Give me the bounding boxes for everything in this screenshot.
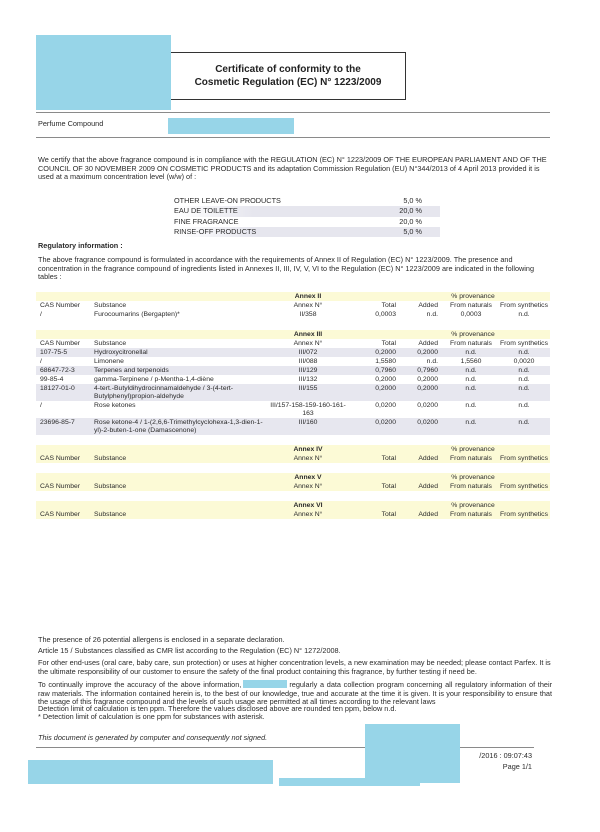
cell: n.d. [518,402,530,409]
column-header-row [36,482,550,491]
cell: n.d. [518,311,530,318]
spacer [348,292,396,301]
cell: 0,2000 [417,385,438,392]
column-header-annex_no: Annex N° [293,483,323,490]
cell: 107-75-5 [40,349,68,356]
cell: n.d. [518,385,530,392]
spacer [36,292,94,301]
cell: Rose ketone-4 / 1-(2,6,6-Trimethylcyclohexa-1,3-dien-1-yl)-2-buten-1-one (Damascenone) [94,419,263,434]
annex-title-row [36,292,550,301]
column-header-total: Total [381,302,396,309]
table-row [36,357,550,366]
cell: Rose ketones [94,402,136,409]
title-line-1: Certificate of conformity to the [215,64,361,75]
cell: 0,0003 [460,311,482,318]
column-header-cas: CAS Number [40,302,81,309]
annex-name: Annex IV [293,446,323,453]
cell: 0,0200 [417,419,438,426]
column-header-naturals: From naturals [450,340,492,347]
cell: 23696-85-7 [40,419,75,426]
annex-tables [36,292,550,529]
cell: III/132 [298,376,318,383]
cell: III/072 [298,349,318,356]
cell: n.d. [518,367,530,374]
detection-note: Detection limit of calculation is ten ppm. Therefore the values disclosed above are rounded ten ppm, below n.d. [38,704,397,713]
cell: n.d. [465,419,477,426]
cell: 68647-72-3 [40,367,75,374]
provenance-label: % provenance [451,502,495,509]
provenance-label: % provenance [451,293,495,300]
print-datetime: /2016 : 09:07:43 [479,751,532,760]
spacer [94,501,268,510]
cell: n.d. [465,349,477,356]
column-header-naturals: From naturals [450,455,492,462]
cell: 0,7960 [375,367,396,374]
cell: III/157-158-159-160-161-163 [270,402,346,417]
concentration-list [174,196,440,237]
column-header-naturals: From naturals [450,302,492,309]
regulatory-text: The above fragrance compound is formulated in accordance with the requirements of Annex II of Regulation (EC) N° 1223/2009. The presence and concentration in the fragrance compound of ingredients listed in Annexes II, III, IV, V, VI to the Regulation (EC) N° 1223/2009 are indicated in the following tables : [38,255,535,282]
cell: n.d. [518,419,530,426]
column-header-substance: Substance [94,483,127,490]
column-header-added: Added [418,511,438,518]
generated-note: This document is generated by computer and consequently not signed. [38,733,268,742]
column-header-naturals: From naturals [450,483,492,490]
annex-title-row [36,473,550,482]
asterisk-note: * Detection limit of calculation is one ppm for substances with asterisk. [38,712,265,721]
table-row [36,310,550,319]
cell: n.d. [426,311,438,318]
cell: 4-tert.-Butyldihydrocinnamaldehyde / 3-(4-tert-Butylphenyl)propion-aldehyde [94,385,234,400]
cell: 0,0200 [417,402,438,409]
spacer [94,445,268,454]
cell: 0,2000 [375,385,396,392]
column-header-row [36,339,550,348]
annex-name: Annex III [293,331,323,338]
spacer [36,473,94,482]
column-header-cas: CAS Number [40,340,81,347]
cell: III/088 [298,358,318,365]
improve-text-a: To continually improve the accuracy of the above information, [38,680,242,689]
annex-title-row [36,501,550,510]
cell: 0,0020 [513,358,535,365]
provenance-label: % provenance [451,331,495,338]
redacted-logo [36,35,171,110]
page-title [171,52,406,100]
column-header-synthetics: From synthetics [500,340,548,347]
annex-name: Annex II [294,293,322,300]
concentration-row [174,227,440,237]
cell: n.d. [426,358,438,365]
spacer [36,330,94,339]
cell: 0,7960 [417,367,438,374]
concentration-label: EAU DE TOILETTE [174,206,238,216]
cell: 0,2000 [375,349,396,356]
column-header-total: Total [381,455,396,462]
column-header-synthetics: From synthetics [500,483,548,490]
spacer [348,330,396,339]
column-header-row [36,454,550,463]
allergens-note: The presence of 26 potential allergens is enclosed in a separate declaration. [38,635,285,644]
cell: n.d. [465,385,477,392]
concentration-row [174,206,440,216]
column-header-substance: Substance [94,511,127,518]
column-header-annex_no: Annex N° [293,455,323,462]
other-uses-note: For other end-uses (oral care, baby care, sun protection) or uses at higher concentration levels, a new examination may be needed; please contact Parfex. It is the ultimate responsibility of our customer to ensure the safety of the final product containing this fragrance, by further testing if need be. [38,658,551,676]
cell: 0,2000 [417,349,438,356]
redacted-compound-name [168,118,294,134]
annex-table [36,292,550,319]
concentration-label: OTHER LEAVE-ON PRODUCTS [174,196,281,205]
concentration-value: 5,0 % [403,226,422,236]
concentration-row [174,217,440,227]
column-header-substance: Substance [94,340,127,347]
regulatory-heading: Regulatory information : [38,241,123,250]
article15-note: Article 15 / Substances classified as CMR list according to the Regulation (EC) N° 1272/2008. [38,646,341,655]
table-row [36,418,550,435]
column-header-added: Added [418,340,438,347]
column-header-cas: CAS Number [40,483,81,490]
spacer [348,473,396,482]
column-header-row [36,301,550,310]
cell: 18127-01-0 [40,385,75,392]
column-header-synthetics: From synthetics [500,302,548,309]
spacer [348,445,396,454]
cell: II/358 [299,311,317,318]
column-header-row [36,510,550,519]
annex-title-row [36,330,550,339]
title-line-2: Cosmetic Regulation (EC) N° 1223/2009 [194,77,382,88]
column-header-total: Total [381,511,396,518]
page-number: Page 1/1 [502,762,532,771]
table-row [36,366,550,375]
column-header-annex_no: Annex N° [293,511,323,518]
column-header-substance: Substance [94,302,127,309]
cell: / [40,311,42,318]
cell: 1,5560 [460,358,482,365]
cell: n.d. [465,402,477,409]
redacted-footer-strip [279,778,420,786]
annex-table [36,330,550,435]
cell: 0,2000 [375,376,396,383]
improve-note [38,680,552,707]
certify-text: We certify that the above fragrance compound is in compliance with the REGULATION (EC) N° 1223/2009 OF THE EUROPEAN PARLIAMENT AND OF THE COUNCIL OF 30 NOVEMBER 2009 ON COSMETIC PRODUCTS and its adaptation Commission Regulation (EU) N°344/2013 of 4 April 2013 provided it is used at a maximum concentration level (w/w) of : [38,155,547,182]
column-header-added: Added [418,483,438,490]
column-header-annex_no: Annex N° [293,340,323,347]
column-header-cas: CAS Number [40,511,81,518]
perfume-compound-label: Perfume Compound [38,119,104,128]
annex-table [36,501,550,519]
column-header-total: Total [381,483,396,490]
provenance-label: % provenance [451,474,495,481]
cell: n.d. [465,367,477,374]
concentration-row [174,196,440,206]
spacer [36,445,94,454]
column-header-added: Added [418,302,438,309]
concentration-label: RINSE-OFF PRODUCTS [174,226,257,236]
table-row [36,384,550,401]
table-row [36,348,550,357]
improve-text-b: regularly a data collection program concerning all regulatory information of their raw materials. The information contained herein is, to the best of our knowledge, true and accurate at the time it is given. It is your responsibility to ensure that the usage of this fragrance compound and the levels of such usage are permitted at all times according to the relevant laws [38,680,552,707]
annex-table [36,445,550,463]
cell: n.d. [465,376,477,383]
cell: 99-85-4 [40,376,64,383]
cell: III/155 [298,385,318,392]
cell: Furocoumarins (Bergapten)* [94,311,180,318]
divider [36,112,550,113]
redacted-footer [28,760,273,784]
column-header-total: Total [381,340,396,347]
concentration-value: 5,0 % [403,196,422,205]
cell: 0,0003 [375,311,396,318]
column-header-cas: CAS Number [40,455,81,462]
table-row [36,401,550,418]
annex-table [36,473,550,491]
redacted-stamp [365,724,460,783]
column-header-annex_no: Annex N° [293,302,323,309]
cell: III/129 [298,367,318,374]
redacted-company [243,680,287,688]
spacer [36,501,94,510]
concentration-value: 20,0 % [399,206,422,216]
cell: Hydroxycitronellal [94,349,148,356]
column-header-naturals: From naturals [450,511,492,518]
concentration-label: FINE FRAGRANCE [174,216,239,226]
provenance-label: % provenance [451,446,495,453]
cell: Limonene [94,358,124,365]
cell: 1,5580 [375,358,396,365]
cell: n.d. [518,349,530,356]
cell: / [40,358,42,365]
divider [36,137,550,138]
cell: 0,2000 [417,376,438,383]
cell: / [40,402,42,409]
column-header-added: Added [418,455,438,462]
column-header-synthetics: From synthetics [500,455,548,462]
spacer [348,501,396,510]
column-header-synthetics: From synthetics [500,511,548,518]
spacer [94,473,268,482]
annex-name: Annex VI [293,502,323,509]
cell: III/160 [298,419,318,426]
cell: 0,0200 [375,402,396,409]
cell: Terpenes and terpenoids [94,367,169,374]
cell: n.d. [518,376,530,383]
annex-title-row [36,445,550,454]
spacer [94,330,268,339]
table-row [36,375,550,384]
cell: gamma-Terpinene / p-Mentha-1,4-diène [94,376,214,383]
annex-name: Annex V [294,474,322,481]
cell: 0,0200 [375,419,396,426]
spacer [94,292,268,301]
column-header-substance: Substance [94,455,127,462]
concentration-value: 20,0 % [399,216,422,226]
